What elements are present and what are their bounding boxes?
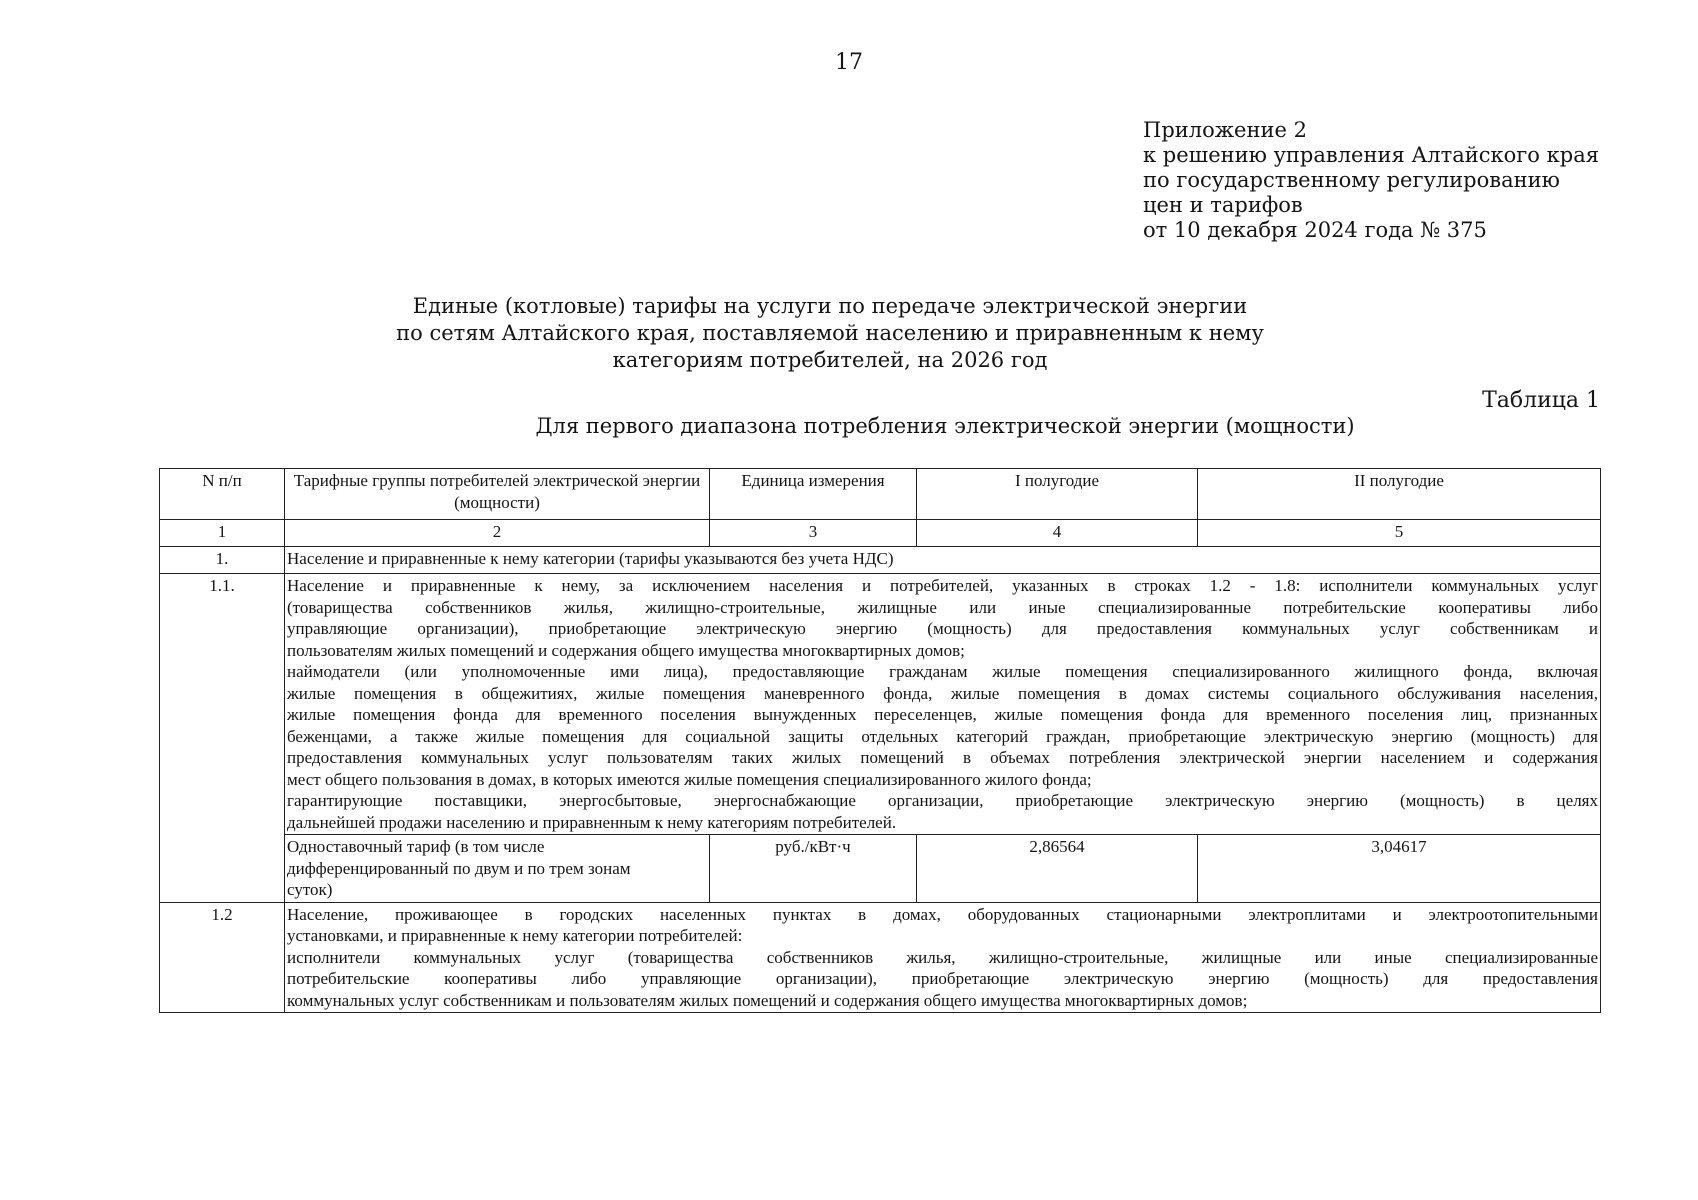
header-half1: I полугодие — [917, 469, 1198, 520]
header-num: N п/п — [160, 469, 285, 520]
section-row — [160, 547, 1601, 574]
text-line: гарантирующие поставщики, энергосбытовые, энергоснабжающие организации, приобретающие электрическую энергию (мощность) в целях — [287, 791, 1598, 810]
text-line: (товарищества собственников жилья, жилищно-строительные, жилищные или иные специализированные потребительские кооперативы либо — [287, 597, 1598, 617]
text-line: исполнители коммунальных услуг (товарищества собственников жилья, жилищно-строительные, жилищные или иные специализированные — [287, 947, 1598, 967]
appendix-line: цен и тарифов — [1143, 193, 1303, 217]
row-description — [285, 902, 1601, 1013]
document-title — [330, 293, 1330, 374]
text-line: наймодатели (или уполномоченные ими лица), предоставляющие гражданам жилые помещения специализированного жилищного фонда, включая — [287, 662, 1598, 681]
appendix-line: по государственному регулированию — [1143, 168, 1560, 192]
tariff-table — [159, 468, 1601, 1013]
table-subtitle: Для первого диапазона потребления электрической энергии (мощности) — [535, 414, 1355, 438]
row-num: 1.1. — [160, 574, 285, 903]
column-number-row — [160, 520, 1601, 547]
table-label: Таблица 1 — [1482, 388, 1600, 413]
title-line: категориям потребителей, на 2026 год — [612, 348, 1048, 372]
table-row-tariff — [160, 835, 1601, 903]
text-line: Население, проживающее в городских населенных пунктах в домах, оборудованных стационарными электроплитами и электроотопительными — [287, 904, 1598, 924]
text-line: управляющие организации), приобретающие электрическую энергию (мощность) для предоставления коммунальных услуг собственникам и — [287, 619, 1598, 638]
tariff-name — [285, 835, 710, 903]
tariff-half2-value: 3,04617 — [1198, 835, 1601, 903]
title-line: по сетям Алтайского края, поставляемой населению и приравненным к нему — [396, 321, 1264, 345]
text-line: жилые помещения в общежитиях, жилые помещения маневренного фонда, жилые помещения в домах системы социального обслуживания населения, — [287, 683, 1598, 703]
text-line: жилые помещения фонда для временного поселения вынужденных переселенцев, жилые помещения фонда для временного поселения лиц, признанных — [287, 705, 1598, 724]
table-header-row — [160, 469, 1601, 520]
text-line: установками, и приравненные к нему категории потребителей: — [287, 926, 743, 945]
row-description — [285, 574, 1601, 835]
appendix-block — [1143, 118, 1599, 243]
page-number: 17 — [835, 50, 863, 75]
appendix-line: к решению управления Алтайского края — [1143, 143, 1599, 167]
column-number: 2 — [285, 520, 710, 547]
text-line: беженцами, а также жилые помещения для социальной защиты отдельных категорий граждан, приобретающие электрическую энергию (мощность) для — [287, 726, 1598, 746]
text-line: суток) — [287, 880, 333, 899]
column-number: 5 — [1198, 520, 1601, 547]
appendix-line: Приложение 2 — [1143, 118, 1307, 142]
text-line: мест общего пользования в домах, в которых имеются жилые помещения специализированного жилого фонда; — [287, 769, 1092, 789]
text-line: предоставления коммунальных услуг пользователям таких жилых помещений в объемах потребления электрической энергии населением и содержания — [287, 748, 1598, 767]
tariff-unit: руб./кВт·ч — [710, 835, 917, 903]
appendix-line: от 10 декабря 2024 года № 375 — [1143, 218, 1487, 242]
row-num: 1. — [160, 547, 285, 574]
text-line: коммунальных услуг собственникам и пользователям жилых помещений и содержания общего имущества многоквартирных домов; — [287, 990, 1248, 1010]
text-line: потребительские кооперативы либо управляющие организации), приобретающие электрическую энергию (мощность) для предоставления — [287, 969, 1598, 988]
text-line: дифференцированный по двум и по трем зонам — [287, 858, 631, 878]
tariff-half1-value: 2,86564 — [917, 835, 1198, 903]
title-line: Единые (котловые) тарифы на услуги по передаче электрической энергии — [412, 294, 1248, 318]
table-row-1-2 — [160, 902, 1601, 1013]
header-half2: II полугодие — [1198, 469, 1601, 520]
text-line: Население и приравненные к нему, за исключением населения и потребителей, указанных в строках 1.2 - 1.8: исполнители коммунальных услуг — [287, 576, 1598, 595]
section-text: Население и приравненные к нему категории (тарифы указываются без учета НДС) — [285, 547, 1601, 574]
row-num: 1.2 — [160, 902, 285, 1013]
column-number: 1 — [160, 520, 285, 547]
column-number: 4 — [917, 520, 1198, 547]
text-line: пользователям жилых помещений и содержания общего имущества многоквартирных домов; — [287, 640, 965, 660]
table-row-1-1 — [160, 574, 1601, 835]
text-line: Одноставочный тариф (в том числе — [287, 837, 545, 856]
header-group: Тарифные группы потребителей электрической энергии (мощности) — [285, 469, 710, 520]
header-unit: Единица измерения — [710, 469, 917, 520]
column-number: 3 — [710, 520, 917, 547]
text-line: дальнейшей продажи населению и приравненным к нему категориям потребителей. — [287, 812, 897, 832]
